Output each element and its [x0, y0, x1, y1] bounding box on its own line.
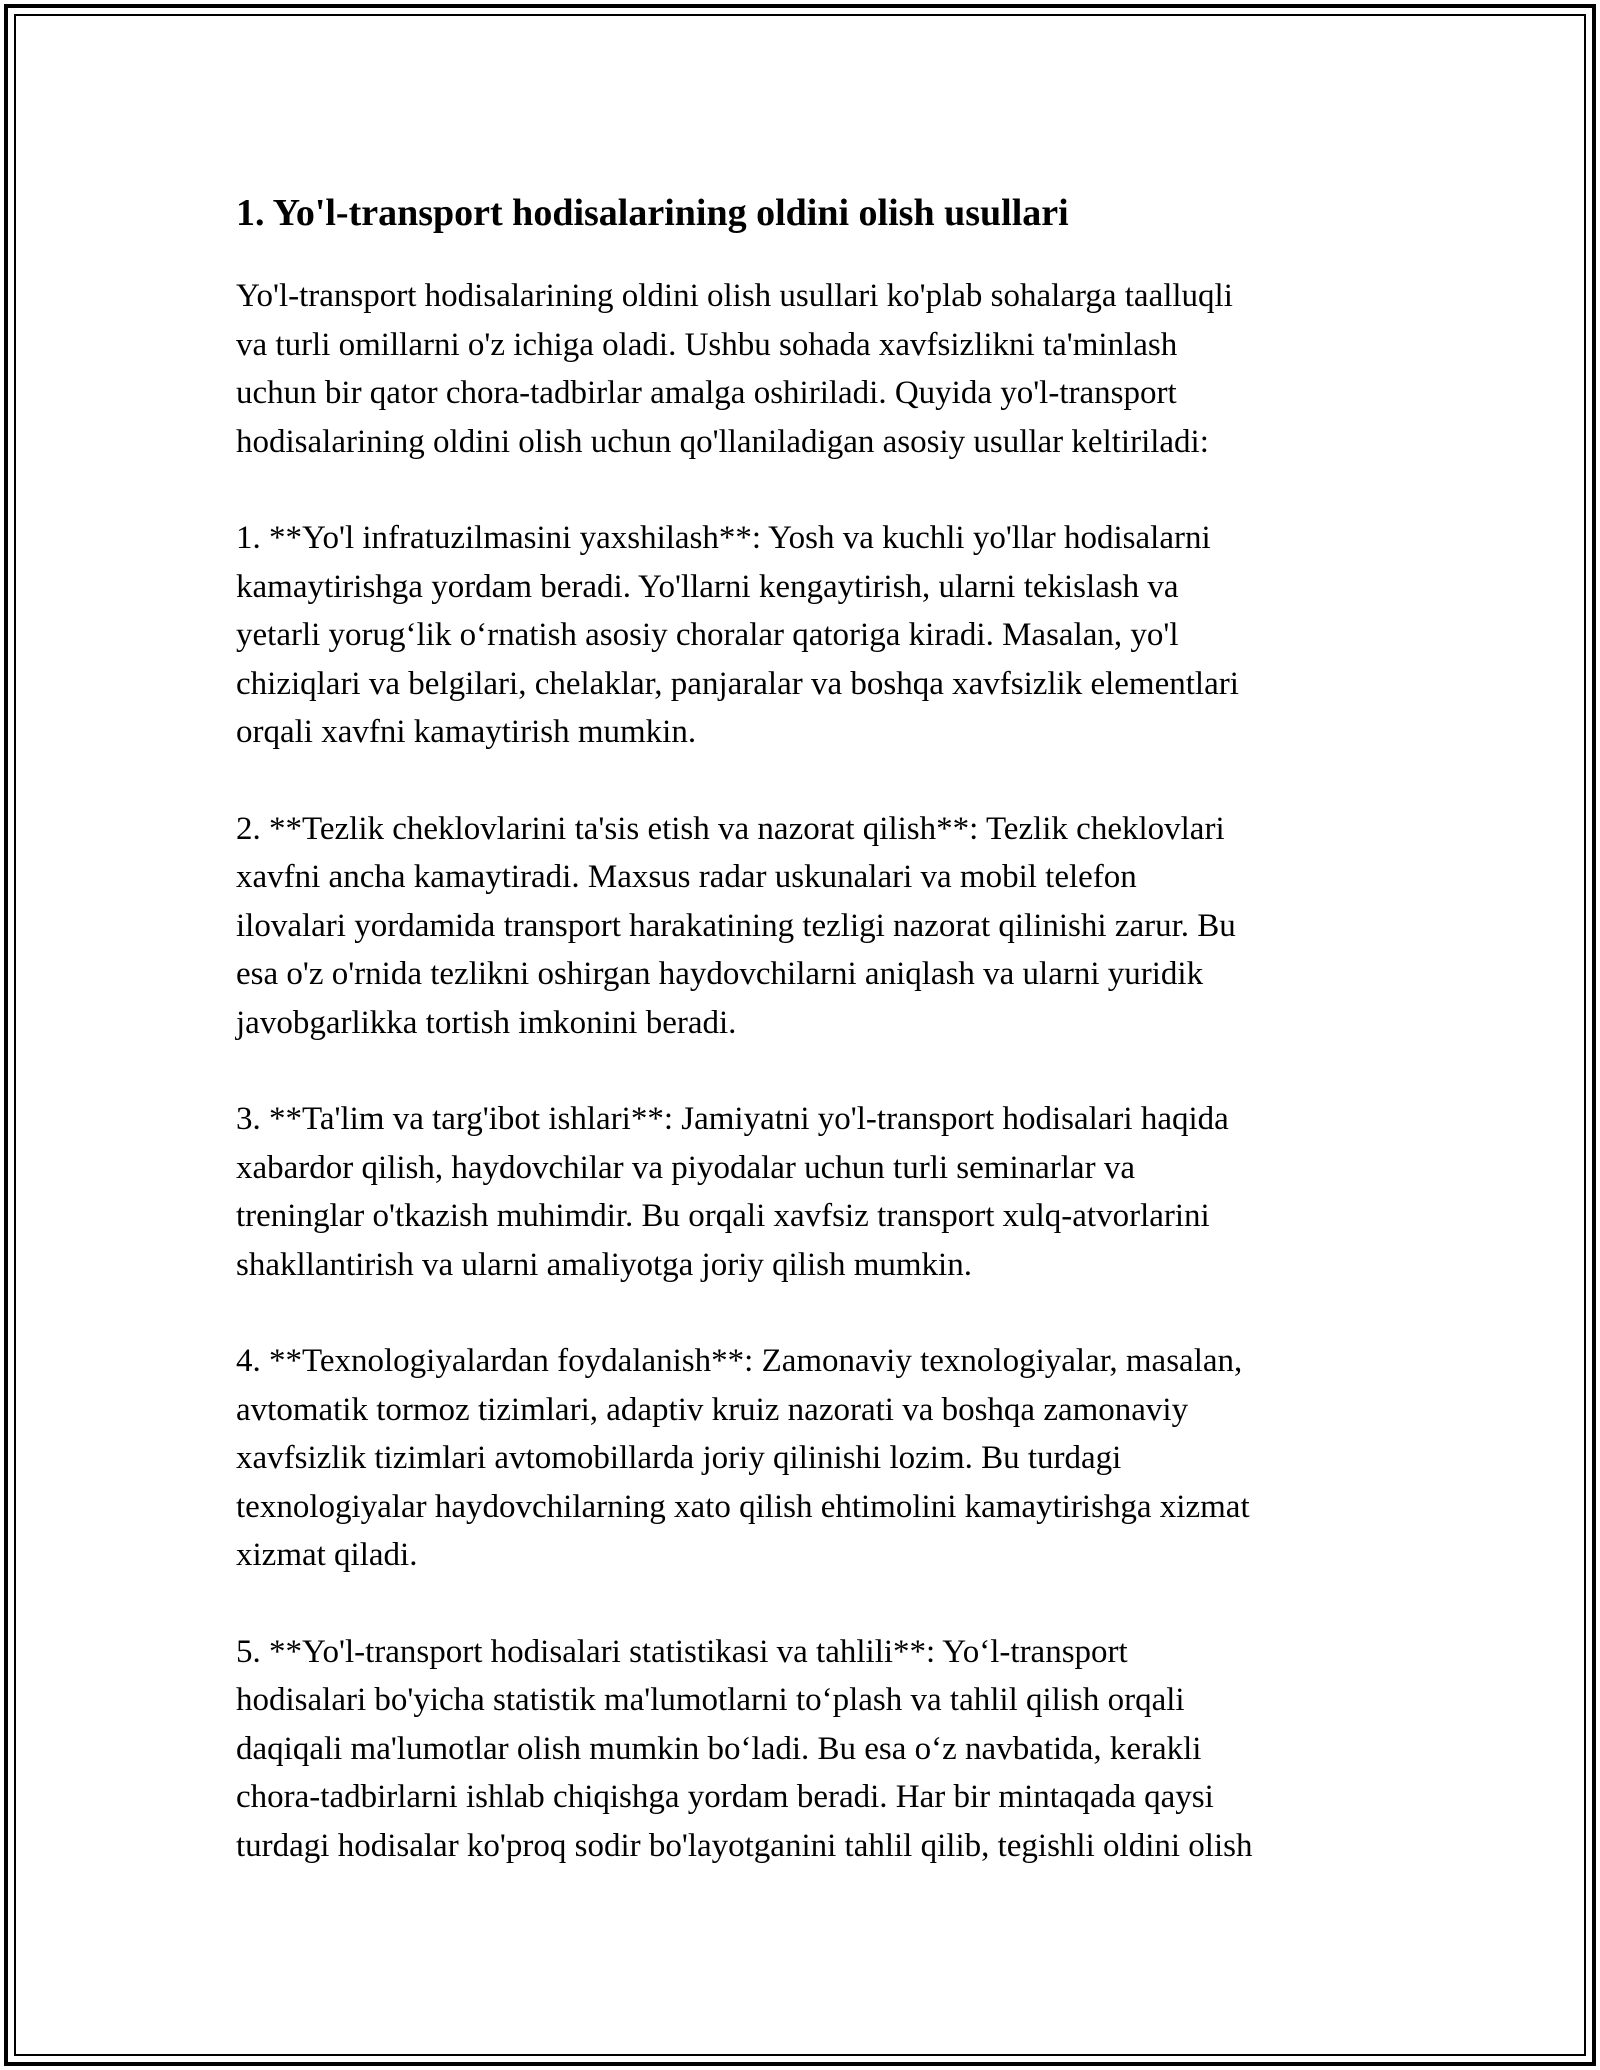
- section-heading: 1. Yo'l-transport hodisalarining oldini olish usullari: [236, 192, 1069, 234]
- list-item-technology: 4. **Texnologiyalardan foydalanish**: Zamonaviy texnologiyalar, masalan, avtomatik tormoz tizimlari, adaptiv kruiz nazorati va boshqa zamonaviy xavfsizlik tizimlari avtomobillarda joriy qilinishi lozim. Bu turdagi texnologiyalar haydovchilarning xato qilish ehtimolini kamaytirishga xizmat xizmat qiladi.: [236, 1343, 1250, 1573]
- intro-paragraph: Yo'l-transport hodisalarining oldini olish usullari ko'plab sohalarga taalluqli va turli omillarni o'z ichiga oladi. Ushbu sohada xavfsizlikni ta'minlash uchun bir qator chora-tadbirlar amalga oshiriladi. Quyida yo'l-transport hodisalarining oldini olish uchun qo'llaniladigan asosiy usullar keltiriladi:: [236, 278, 1233, 460]
- document-body: [236, 188, 1376, 1918]
- list-item-education: 3. **Ta'lim va targ'ibot ishlari**: Jamiyatni yo'l-transport hodisalari haqida xabardor qilish, haydovchilar va piyodalar uchun turli seminarlar va treninglar o'tkazish muhimdir. Bu orqali xavfsiz transport xulq-atvorlarini shakllantirish va ularni amaliyotga joriy qilish mumkin.: [236, 1101, 1229, 1283]
- list-item-statistics: 5. **Yo'l-transport hodisalari statistikasi va tahlili**: Yo‘l-transport hodisalari bo'yicha statistik ma'lumotlarni to‘plash va tahlil qilish orqali daqiqali ma'lumotlar olish mumkin bo‘ladi. Bu esa o‘z navbatida, kerakli chora-tadbirlarni ishlab chiqishga yordam beradi. Har bir mintaqada qaysi turdagi hodisalar ko'proq sodir bo'layotganini tahlil qilib, tegishli oldini olish: [236, 1633, 1253, 1864]
- list-item-road-infrastructure: 1. **Yo'l infratuzilmasini yaxshilash**: Yosh va kuchli yo'llar hodisalarni kamaytirishga yordam beradi. Yo'llarni kengaytirish, ularni tekislash va yetarli yorug‘lik o‘rnatish asosiy choralar qatoriga kiradi. Masalan, yo'l chiziqlari va belgilari, chelaklar, panjaralar va boshqa xavfsizlik elementlari orqali xavfni kamaytirish mumkin.: [236, 520, 1239, 750]
- list-item-speed-limits: 2. **Tezlik cheklovlarini ta'sis etish va nazorat qilish**: Tezlik cheklovlari xavfni ancha kamaytiradi. Maxsus radar uskunalari va mobil telefon ilovalari yordamida transport harakatining tezligi nazorat qilinishi zarur. Bu esa o'z o'rnida tezlikni oshirgan haydovchilarni aniqlash va ularni yuridik javobgarlikka tortish imkonini beradi.: [236, 810, 1236, 1041]
